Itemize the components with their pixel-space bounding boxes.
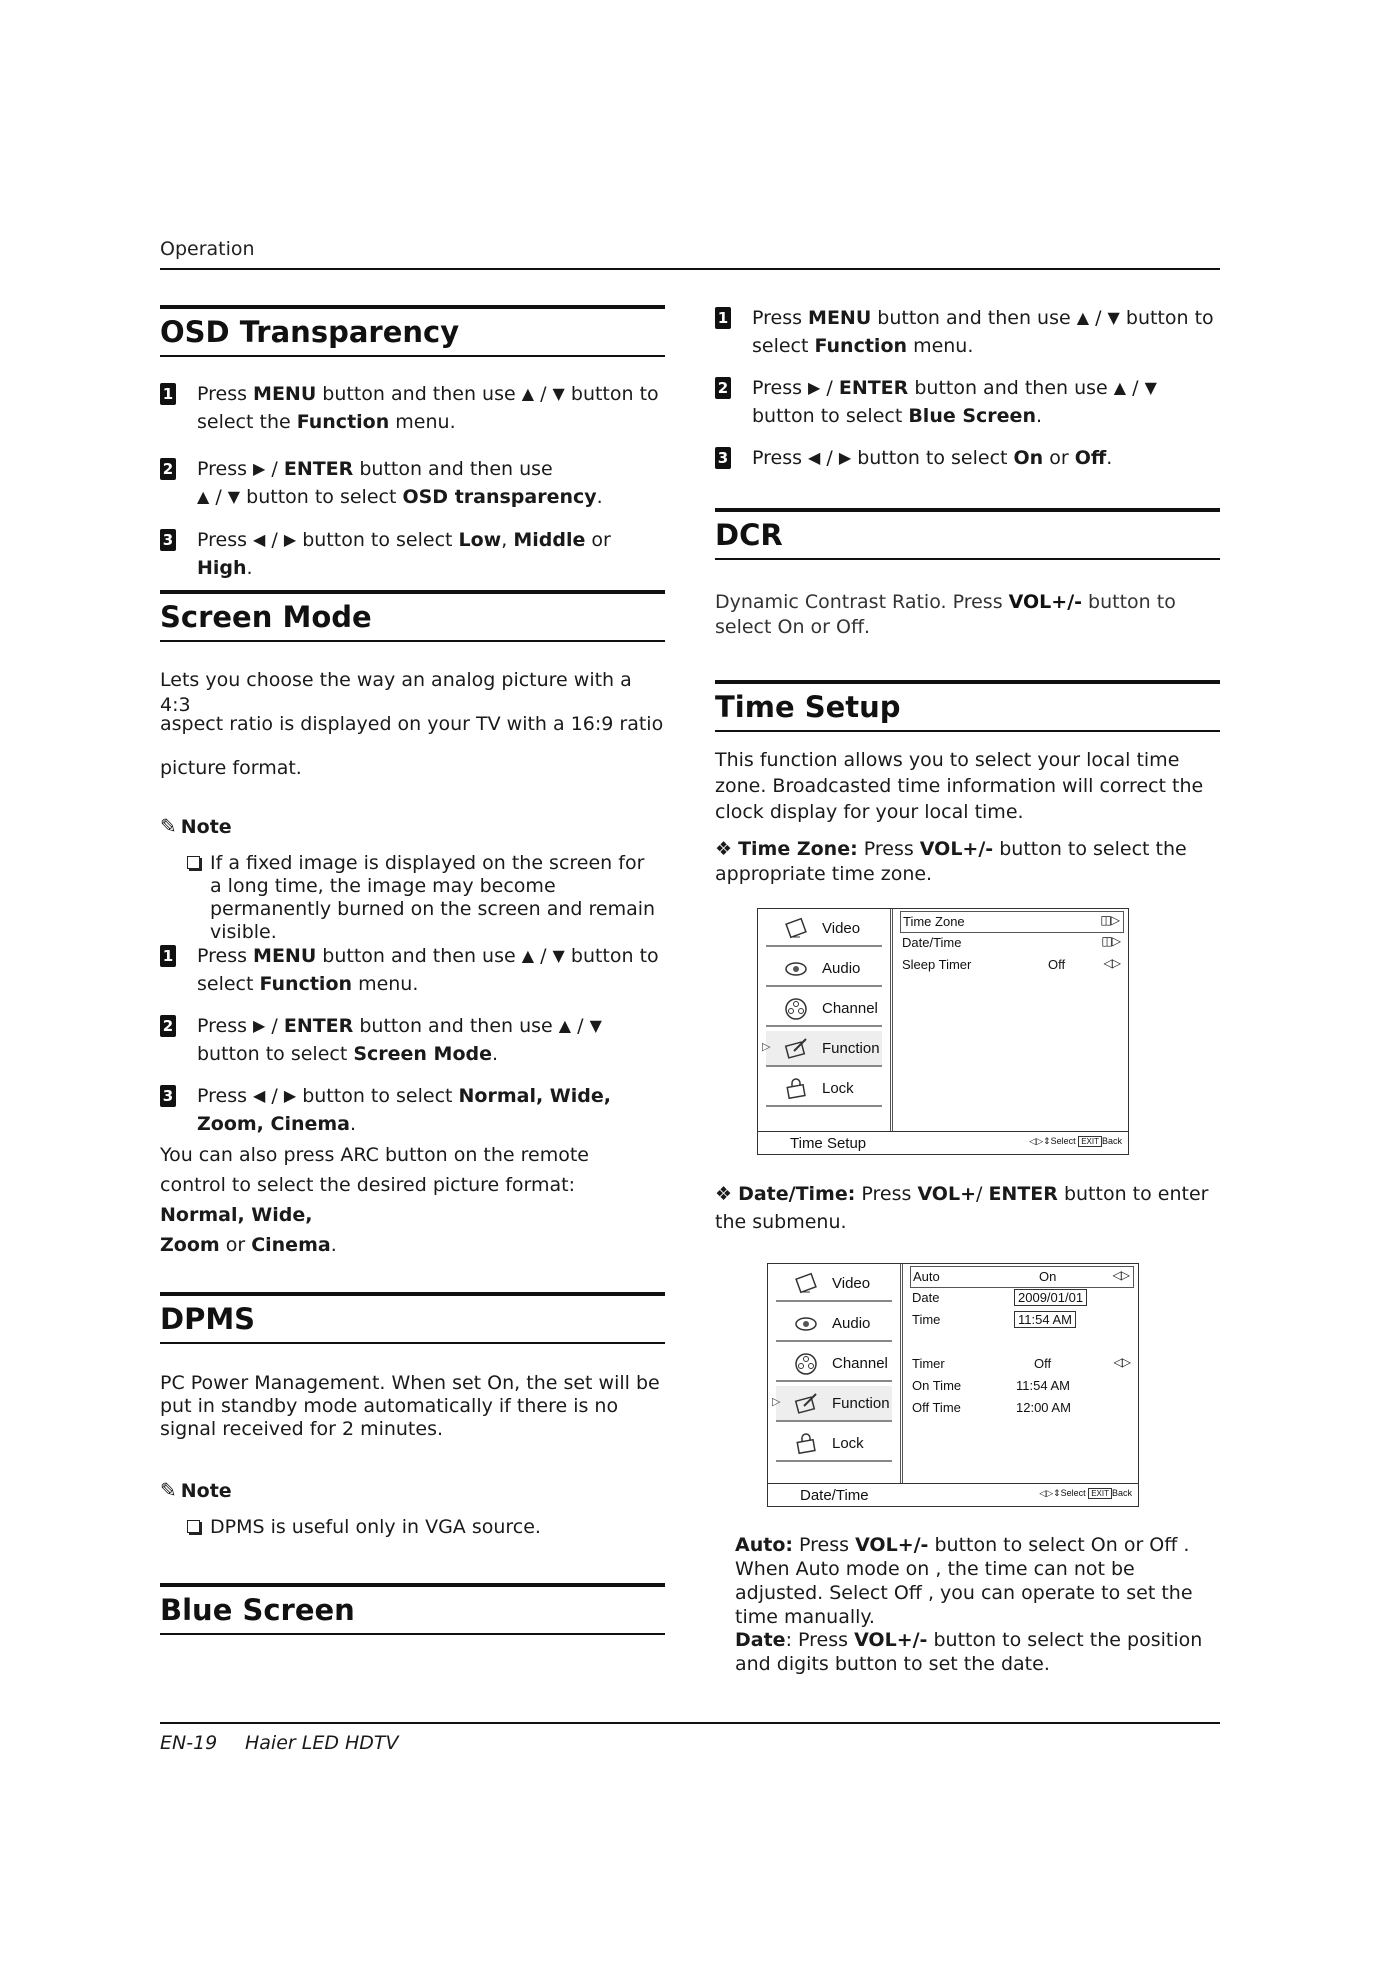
section-screen-mode <box>160 590 665 642</box>
function-icon <box>784 1037 808 1061</box>
diamond-bullet-icon: ❖ <box>715 838 739 860</box>
right-arrow-icon: ▶ <box>253 1016 266 1035</box>
section-osd-transparency <box>160 305 665 357</box>
section-title: Blue Screen <box>160 1583 665 1635</box>
down-arrow-icon: ▼ <box>552 946 565 965</box>
down-arrow-icon: ▼ <box>589 1016 602 1035</box>
header-rule <box>160 268 1220 270</box>
audio-icon <box>794 1312 818 1336</box>
step-number: 2 <box>160 1015 176 1037</box>
osd-item-function: ▷ Function <box>766 1031 882 1067</box>
left-arrow-icon: ◀ <box>808 448 821 467</box>
down-arrow-icon: ▼ <box>1107 308 1120 327</box>
osd-row-sleep-timer: Sleep Timer Off ◁▷ <box>902 956 1120 972</box>
section-title: Time Setup <box>715 680 1220 732</box>
up-arrow-icon: ▲ <box>521 946 535 965</box>
osd-item-audio: Audio <box>766 951 882 987</box>
step-number: 1 <box>160 383 176 405</box>
function-icon <box>794 1392 818 1416</box>
osd-item-channel: Channel <box>776 1346 892 1382</box>
osd-bottom-bar: Time Setup ◁▷⇕Select EXIT Back <box>758 1131 1128 1154</box>
submenu-arrow-icon: ◫▷ <box>1101 934 1120 948</box>
screen-mode-text-3: picture format. <box>160 757 302 779</box>
audio-icon <box>784 957 808 981</box>
checkbox-bullet-icon <box>187 1520 200 1533</box>
screen-mode-text-2: aspect ratio is displayed on your TV with a 16:9 ratio <box>160 713 664 735</box>
note-heading: ✎ Note <box>160 814 232 838</box>
video-icon <box>784 917 808 941</box>
channel-icon <box>794 1352 818 1376</box>
left-arrow-icon: ◀ <box>253 530 266 549</box>
lock-icon <box>784 1077 808 1101</box>
up-arrow-icon: ▲ <box>558 1016 572 1035</box>
osd-item-lock: Lock <box>766 1071 882 1107</box>
step-number: 3 <box>160 1085 176 1107</box>
time-zone-text: ❖ Time Zone: Press VOL+/- button to select the appropriate time zone. <box>715 838 1187 885</box>
osd-side-menu <box>758 909 893 1132</box>
osd-item-video: Video <box>776 1266 892 1302</box>
pencil-icon: ✎ <box>160 1478 177 1502</box>
right-arrow-icon: ▶ <box>283 530 297 549</box>
osd-item-function: ▷ Function <box>776 1386 892 1422</box>
step-number: 3 <box>160 529 176 551</box>
step-number: 2 <box>160 458 176 480</box>
section-title: OSD Transparency <box>160 305 665 357</box>
left-right-arrows-icon: ◁▷ <box>1103 956 1120 970</box>
osd-row-off-time: Off Time 12:00 AM <box>912 1400 1071 1415</box>
osd-key-hints: ◁▷⇕Select EXIT Back <box>1039 1488 1132 1498</box>
step-number: 1 <box>160 945 176 967</box>
checkbox-bullet-icon <box>187 856 200 869</box>
osd-item-audio: Audio <box>776 1306 892 1342</box>
lock-icon <box>794 1432 818 1456</box>
osd-key-hints: ◁▷⇕Select EXIT Back <box>1029 1136 1122 1146</box>
down-arrow-icon: ▼ <box>227 487 241 506</box>
note-item: If a fixed image is displayed on the screen for a long time, the image may become permanently burned on the screen and remain visible. <box>187 852 660 944</box>
osd-item-channel: Channel <box>766 991 882 1027</box>
osd-row-auto: Auto On ◁▷ <box>910 1266 1134 1288</box>
osd-row-timer: Timer Off ◁▷ <box>912 1355 1130 1371</box>
osd-row-date-time: Date/Time ◫▷ <box>902 934 1120 950</box>
note-item: DPMS is useful only in VGA source. <box>187 1516 660 1539</box>
dpms-text: PC Power Management. When set On, the set will be put in standby mode automatically if there is no signal received for 2 minutes. <box>160 1372 660 1440</box>
submenu-arrow-icon: ◫▷ <box>1100 913 1119 927</box>
up-arrow-icon: ▲ <box>1076 308 1090 327</box>
section-dpms <box>160 1292 665 1344</box>
right-arrow-icon: ▶ <box>808 378 821 397</box>
up-arrow-icon: ▲ <box>1113 378 1127 397</box>
section-title: DPMS <box>160 1292 665 1344</box>
right-arrow-icon: ▶ <box>253 459 266 478</box>
section-time-setup <box>715 680 1220 732</box>
video-icon <box>794 1272 818 1296</box>
left-arrow-icon: ◀ <box>253 1086 266 1105</box>
channel-icon <box>784 997 808 1021</box>
left-right-arrows-icon: ◁▷ <box>1112 1268 1129 1282</box>
dcr-text: Dynamic Contrast Ratio. Press VOL+/- button to select On or Off. <box>715 591 1176 638</box>
product-name: Haier LED HDTV <box>245 1732 399 1754</box>
date-text: Date: Press VOL+/- button to select the position and digits button to set the date. <box>735 1629 1203 1675</box>
navigate-arrows-icon: ◁▷⇕ <box>1029 1136 1051 1146</box>
step-number: 1 <box>715 307 731 329</box>
down-arrow-icon: ▼ <box>1144 378 1157 397</box>
arc-text: You can also press ARC button on the remote control to select the desired picture format: Normal, Wide, Zoom or Cinema. <box>160 1144 589 1256</box>
pencil-icon: ✎ <box>160 814 177 838</box>
osd-item-lock: Lock <box>776 1426 892 1462</box>
osd-main-panel <box>904 1264 1138 1484</box>
osd-item-video: Video <box>766 911 882 947</box>
osd-row-on-time: On Time 11:54 AM <box>912 1378 1070 1393</box>
auto-text: Auto: Press VOL+/- button to select On or Off . When Auto mode on , the time can not be adjusted. Select Off , you can operate to set the time manually. <box>735 1534 1193 1628</box>
osd-row-time: Time 11:54 AM <box>910 1310 1134 1330</box>
note-heading: ✎ Note <box>160 1478 232 1502</box>
left-right-arrows-icon: ◁▷ <box>1113 1355 1130 1369</box>
navigate-arrows-icon: ◁▷⇕ <box>1039 1488 1061 1498</box>
date-time-osd-menu <box>767 1263 1139 1507</box>
section-dcr <box>715 508 1220 560</box>
footer-rule <box>160 1722 1220 1724</box>
date-time-text: ❖ Date/Time: Press VOL+/ ENTER button to enter the submenu. <box>715 1183 1209 1233</box>
diamond-bullet-icon: ❖ <box>715 1183 739 1205</box>
step-number: 3 <box>715 447 731 469</box>
section-blue-screen <box>160 1583 665 1635</box>
section-title: DCR <box>715 508 1220 560</box>
osd-side-menu <box>768 1264 903 1484</box>
time-setup-osd-menu <box>757 908 1129 1155</box>
up-arrow-icon: ▲ <box>521 384 535 403</box>
right-arrow-icon: ▶ <box>838 448 852 467</box>
osd-main-panel <box>894 909 1128 1132</box>
step-number: 2 <box>715 377 731 399</box>
cursor-arrow-icon: ▷ <box>762 1041 771 1053</box>
osd-row-date: Date 2009/01/01 <box>910 1288 1134 1308</box>
cursor-arrow-icon: ▷ <box>772 1396 781 1408</box>
time-setup-intro: This function allows you to select your local time zone. Broadcasted time information will correct the clock display for your local time. <box>715 749 1204 823</box>
screen-mode-text-1: Lets you choose the way an analog picture with a 4:3 <box>160 669 632 716</box>
osd-bottom-bar: Date/Time ◁▷⇕Select EXIT Back <box>768 1483 1138 1506</box>
header-label: Operation <box>160 238 255 260</box>
page-number: EN-19 <box>160 1732 218 1754</box>
up-arrow-icon: ▲ <box>197 487 210 506</box>
section-title: Screen Mode <box>160 590 665 642</box>
osd-row-time-zone: Time Zone ◫▷ <box>900 911 1124 933</box>
down-arrow-icon: ▼ <box>552 384 565 403</box>
right-arrow-icon: ▶ <box>283 1086 297 1105</box>
